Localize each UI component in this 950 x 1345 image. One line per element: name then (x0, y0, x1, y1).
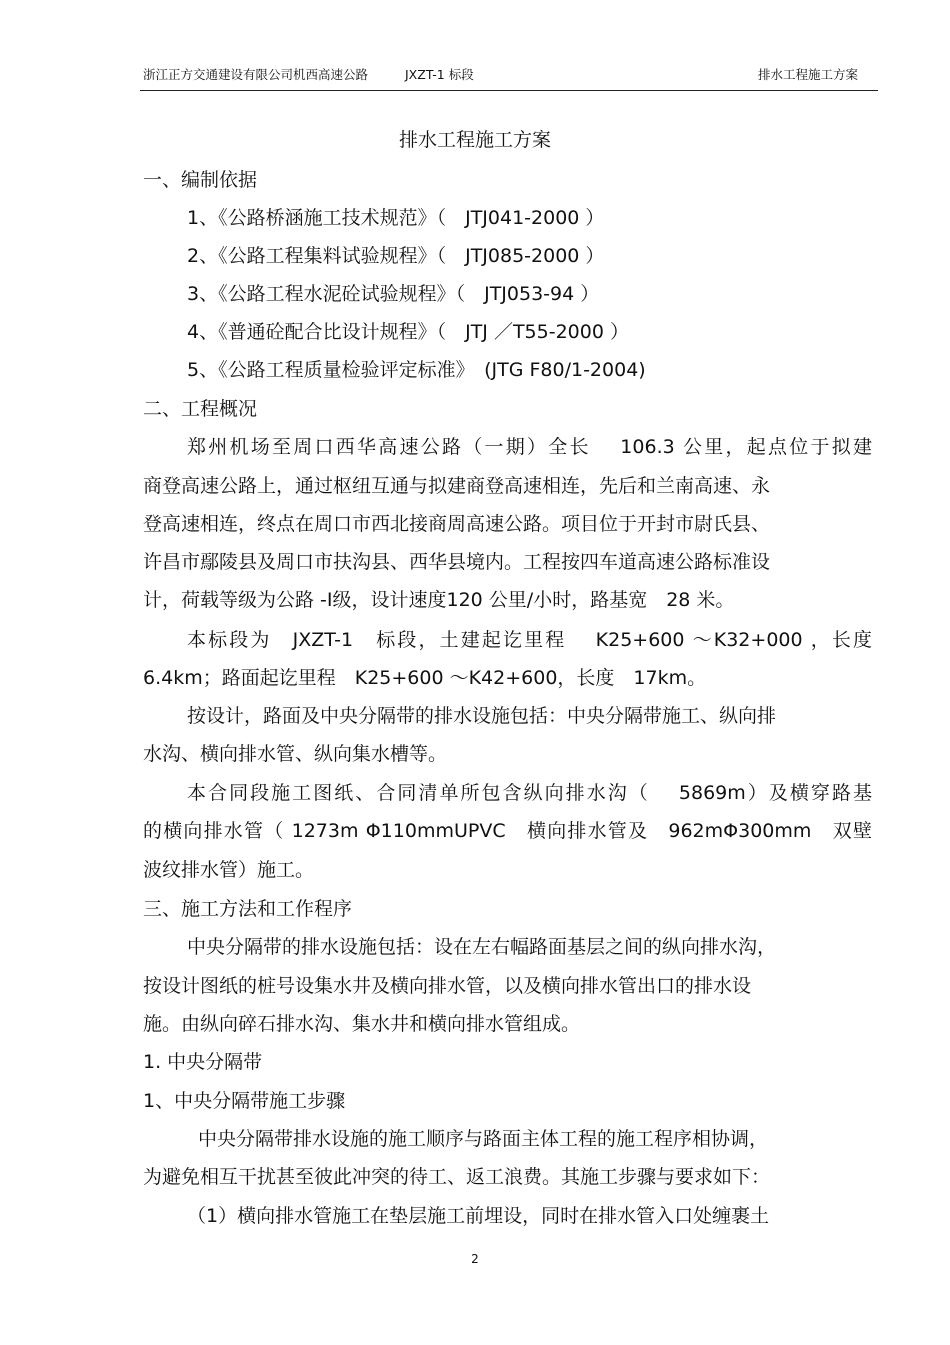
paragraph-line: （1）横向排水管施工在垫层施工前埋设，同时在排水管入口处缠裹土 (187, 1205, 770, 1227)
paragraph-line: 登高速相连，终点在周口市西北接商周高速公路。项目位于开封市尉氏县、 (143, 513, 771, 535)
paragraph-line: 本标段为 JXZT-1 标段，土建起讫里程 K25+600 ～K32+000 ，长度 (187, 629, 872, 651)
paragraph-line: 的横向排水管（ 1273m Φ110mmUPVC 横向排水管及 962mΦ300mm 双壁 (143, 820, 872, 842)
paragraph-line: 计，荷载等级为公路 -Ⅰ级，设计速度120 公里/小时，路基宽 28 米。 (143, 589, 735, 611)
header-section: JXZT-1 标段 (405, 67, 474, 82)
paragraph-line: 波纹排水管）施工。 (143, 859, 315, 881)
paragraph-line: 中央分隔带排水设施的施工顺序与路面主体工程的施工程序相协调， (198, 1128, 769, 1150)
paragraph-line: 中央分隔带的排水设施包括：设在左右幅路面基层之间的纵向排水沟， (187, 936, 777, 958)
subsection-heading: 1. 中央分隔带 (143, 1051, 263, 1073)
reference-item-2: 2、《公路工程集料试验规程》（ JTJ085-2000 ） (187, 245, 605, 267)
paragraph-line: 6.4km；路面起讫里程 K25+600 ～K42+600，长度 17km。 (143, 667, 707, 689)
reference-item-4: 4、《普通砼配合比设计规程》（ JTJ ／T55-2000 ） (187, 321, 629, 343)
paragraph-line: 按设计图纸的桩号设集水井及横向排水管，以及横向排水管出口的排水设 (143, 975, 752, 997)
header-doc-title: 排水工程施工方案 (757, 67, 858, 82)
reference-item-1: 1、《公路桥涵施工技术规范》（ JTJ041-2000 ） (187, 207, 605, 229)
paragraph-line: 施。由纵向碎石排水沟、集水井和横向排水管组成。 (143, 1013, 581, 1035)
reference-item-5: 5、《公路工程质量检验评定标准》 (JTG F80/1-2004) (187, 359, 646, 381)
header-divider (140, 90, 878, 91)
paragraph-line: 水沟、横向排水管、纵向集水槽等。 (143, 743, 448, 765)
header-company: 浙江正方交通建设有限公司机西高速公路 (143, 67, 369, 82)
paragraph-line: 本合同段施工图纸、合同清单所包含纵向排水沟（ 5869m）及横穿路基 (187, 782, 872, 804)
reference-item-3: 3、《公路工程水泥砼试验规程》（ JTJ053-94 ） (187, 283, 600, 305)
paragraph-line: 按设计，路面及中央分隔带的排水设施包括：中央分隔带施工、纵向排 (187, 705, 777, 727)
section-heading-basis: 一、编制依据 (143, 169, 258, 191)
paragraph-line: 商登高速公路上，通过枢纽互通与拟建商登高速相连，先后和兰南高速、永 (143, 475, 771, 497)
section-heading-overview: 二、工程概况 (143, 398, 258, 420)
paragraph-line: 许昌市鄢陵县及周口市扶沟县、西华县境内。工程按四车道高速公路标准设 (143, 551, 771, 573)
page-number: 2 (471, 1252, 479, 1266)
subsection-heading: 1、中央分隔带施工步骤 (143, 1090, 346, 1112)
paragraph-line: 郑州机场至周口西华高速公路（一期）全长 106.3 公里，起点位于拟建 (187, 436, 872, 458)
section-heading-methods: 三、施工方法和工作程序 (143, 898, 353, 920)
paragraph-line: 为避免相互干扰甚至彼此冲突的待工、返工浪费。其施工步骤与要求如下： (143, 1166, 771, 1188)
page-title: 排水工程施工方案 (398, 129, 551, 151)
